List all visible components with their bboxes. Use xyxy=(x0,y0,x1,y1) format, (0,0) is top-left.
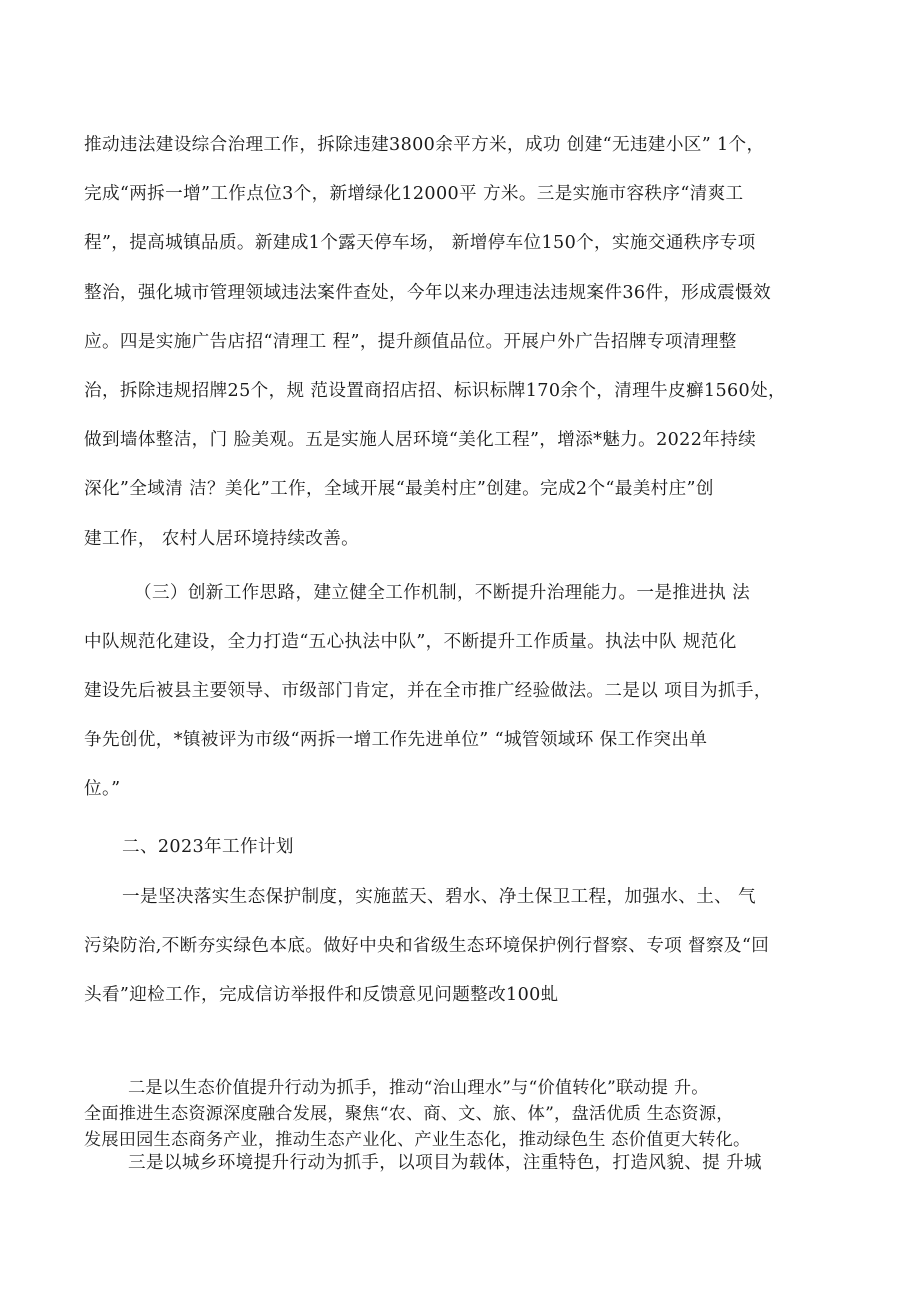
text-line: 建工作， 农村人居环境持续改善。 xyxy=(84,528,360,549)
paragraph-urban-governance xyxy=(84,130,844,573)
heading-text: 二、2023年工作计划 xyxy=(122,837,294,857)
text-line: 中队规范化建设，全力打造“五心执法中队”，不断提升工作质量。执法中队 规范化 xyxy=(84,632,737,652)
text-line: 全面推进生态资源深度融合发展，聚焦“农、商、文、旅、体”，盘活优质 生态资源， xyxy=(84,1104,734,1124)
text-line: 二是以生态价值提升行动为抓手，推动“治山理水”与“价值转化”联动提 升。 xyxy=(128,1078,709,1098)
paragraph-innovation xyxy=(84,578,844,823)
text-line: 一是坚决落实生态保护制度，实施蓝天、碧水、净土保卫工程，加强水、土、 气 xyxy=(122,887,756,907)
text-line: 污染防治,不断夯实绿色本底。做好中央和省级生态环境保护例行督察、专项 督察及“回 xyxy=(84,936,770,956)
text-line: 程”，提高城镇品质。新建成1个露天停车场， 新增停车位150个，实施交通秩序专项 xyxy=(84,233,756,254)
text-line: 整治，强化城市管理领域违法案件查处，今年以来办理违法违规案件36件，形成震慑效 xyxy=(84,282,772,303)
text-line: 发展田园生态商务产业，推动生态产业化、产业生态化，推动绿色生 态价值更大转化。 xyxy=(84,1130,751,1150)
text-line: 头看”迎检工作，完成信访举报件和反馈意见问题整改100虬 xyxy=(84,985,559,1005)
text-line: 深化”全域清 洁？美化”工作，全域开展“最美村庄”创建。完成2个“最美村庄”创 xyxy=(84,479,714,500)
section-heading xyxy=(84,832,882,862)
text-line: 位。” xyxy=(84,779,121,799)
paragraph-plan-3 xyxy=(128,1148,888,1178)
text-line: 应。四是实施广告店招“清理工 程”，提升颜值品位。开展户外广告招牌专项清理整 xyxy=(84,331,737,352)
text-line: 治，拆除违规招牌25个，规 范设置商招店招、标识标牌170余个，清理牛皮癣1560处， xyxy=(84,380,786,401)
paragraph-plan-2 xyxy=(84,1075,844,1153)
text-line: 争先创优，*镇被评为市级“两拆一增工作先进单位” “城管领域环 保工作突出单 xyxy=(84,730,708,750)
text-line: 推动违法建设综合治理工作，拆除违建3800余平方米，成功 创建“无违建小区” 1个， xyxy=(84,135,765,155)
text-line: 建设先后被县主要领导、市级部门肯定，并在全市推广经验做法。二是以 项目为抓手， xyxy=(84,681,772,701)
text-line: （三）创新工作思路，建立健全工作机制，不断提升治理能力。一是推进执 法 xyxy=(134,583,751,603)
paragraph-plan-1 xyxy=(84,882,844,1029)
text-line: 三是以城乡环境提升行动为抓手，以项目为载体，注重特色，打造风貌、提 升城 xyxy=(128,1153,762,1173)
text-line: 完成“两拆一增”工作点位3个，新增绿化12000平 方米。三是实施市容秩序“清爽工 xyxy=(84,184,744,205)
text-line: 做到墙体整洁，门 脸美观。五是实施人居环境“美化工程”，增添*魅力。2022年持续 xyxy=(84,430,757,451)
